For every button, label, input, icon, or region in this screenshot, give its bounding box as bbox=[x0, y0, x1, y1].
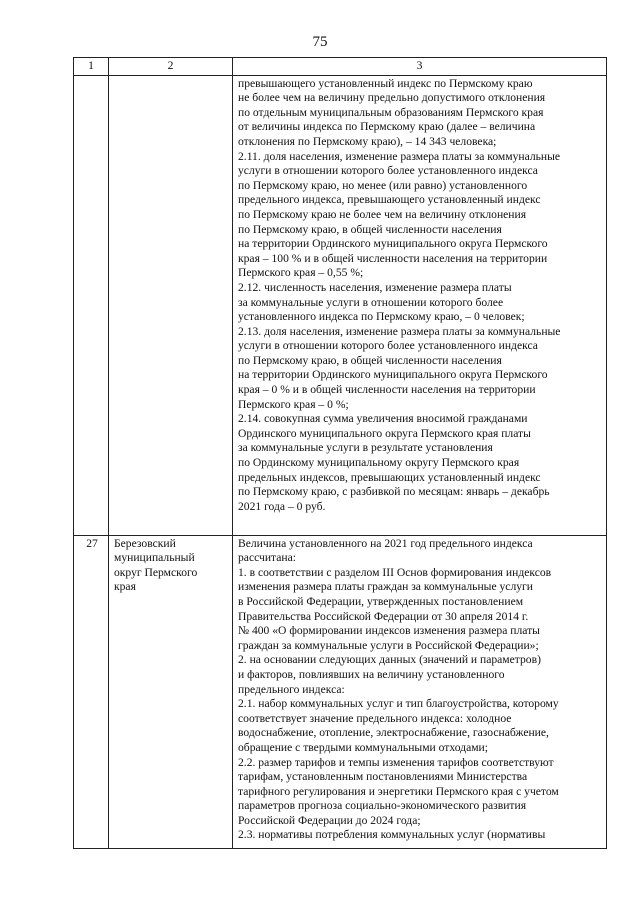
text-line: за коммунальные услуги в отношении которого более bbox=[238, 295, 504, 309]
column-header-1: 1 bbox=[74, 58, 109, 76]
text-line: Российской Федерации до 2024 года; bbox=[238, 813, 421, 827]
column-header-2: 2 bbox=[109, 58, 233, 76]
text-cell bbox=[233, 75, 607, 535]
text-line: Величина установленного на 2021 год предельного индекса bbox=[238, 536, 533, 550]
page-number: 75 bbox=[312, 34, 328, 50]
text-line: 2.1. набор коммунальных услуг и тип благоустройства, которому bbox=[238, 697, 559, 711]
text-line: по Пермскому краю не более чем на величину отклонения bbox=[238, 207, 527, 221]
text-line: услуги в отношении которого более установленного индекса bbox=[238, 164, 538, 178]
text-line: по Пермскому краю, но менее (или равно) установленного bbox=[238, 178, 528, 192]
table-header-row bbox=[74, 58, 607, 76]
row-number-cell bbox=[74, 75, 109, 535]
text-line: по отдельным муниципальным образованиям Пермского края bbox=[238, 105, 544, 119]
text-line: рассчитана: bbox=[238, 551, 296, 565]
text-line: края bbox=[114, 580, 136, 594]
text-line: Пермского края – 0,55 %; bbox=[238, 266, 364, 280]
text-line: края – 0 % и в общей численности населения на территории bbox=[238, 383, 536, 397]
text-line: 2.3. нормативы потребления коммунальных услуг (нормативы bbox=[238, 828, 546, 842]
text-line: превышающего установленный индекс по Пермскому краю bbox=[238, 76, 533, 90]
region-cell bbox=[109, 535, 233, 848]
text-line: 2.12. численность населения, изменение размера платы bbox=[238, 280, 512, 294]
text-line: услуги в отношении которого более установленного индекса bbox=[238, 339, 538, 353]
text-line: граждан за коммунальные услуги в Российской Федерации»; bbox=[238, 638, 539, 652]
text-line: Пермского края – 0 %; bbox=[238, 397, 349, 411]
text-line: Правительства Российской Федерации от 30 апреля 2014 г. bbox=[238, 609, 529, 623]
text-line: 2. на основании следующих данных (значений и параметров) bbox=[238, 653, 541, 667]
text-line: установленного индекса по Пермскому краю, – 0 человек; bbox=[238, 310, 525, 324]
table-row-27 bbox=[74, 535, 607, 848]
text-line: соответствует значение предельного индекса: холодное bbox=[238, 711, 512, 725]
text-line: 1. в соответствии с разделом III Основ формирования индексов bbox=[238, 565, 552, 579]
text-cell bbox=[233, 535, 607, 848]
text-line: за коммунальные услуги в результате установления bbox=[238, 441, 493, 455]
text-line: предельного индекса: bbox=[238, 682, 345, 696]
text-line: и факторов, повлиявших на величину установленного bbox=[238, 667, 505, 681]
text-line: по Пермскому краю, в общей численности населения bbox=[238, 353, 502, 367]
text-line: 2.2. размер тарифов и темпы изменения тарифов соответствуют bbox=[238, 755, 554, 769]
text-line: отклонения по Пермскому краю), – 14 343 человека; bbox=[238, 134, 497, 148]
text-line: на территории Ординского муниципального округа Пермского bbox=[238, 368, 548, 382]
text-line: изменения размера платы граждан за коммунальные услуги bbox=[238, 580, 533, 594]
text-line: Березовский bbox=[114, 536, 176, 550]
text-line: не более чем на величину предельно допустимого отклонения bbox=[238, 91, 546, 105]
text-line: 2.13. доля населения, изменение размера платы за коммунальные bbox=[238, 324, 561, 338]
column-header-3: 3 bbox=[233, 58, 607, 76]
text-line: по Пермскому краю, с разбивкой по месяцам: январь – декабрь bbox=[238, 485, 550, 499]
text-line: муниципальный bbox=[114, 551, 195, 565]
text-line: от величины индекса по Пермскому краю (далее – величина bbox=[238, 120, 536, 134]
text-line: тарифного регулирования и энергетики Пермского края с учетом bbox=[238, 784, 559, 798]
text-line: предельных индексов, превышающих установленный индекс bbox=[238, 470, 541, 484]
text-line: 2021 года – 0 руб. bbox=[238, 499, 326, 513]
row-number-cell: 27 bbox=[74, 535, 109, 848]
text-line: 2.14. совокупная сумма увеличения вносимой гражданами bbox=[238, 412, 528, 426]
text-line: Ординского муниципального округа Пермского края платы bbox=[238, 426, 531, 440]
text-line: края – 100 % и в общей численности населения на территории bbox=[238, 251, 548, 265]
text-line: водоснабжение, отопление, электроснабжение, газоснабжение, bbox=[238, 726, 549, 740]
text-line: параметров прогноза социально-экономического развития bbox=[238, 799, 527, 813]
document-table bbox=[73, 57, 607, 849]
text-line: по Пермскому краю, в общей численности населения bbox=[238, 222, 502, 236]
table-row-continuation bbox=[74, 75, 607, 535]
text-line: № 400 «О формировании индексов изменения размера платы bbox=[238, 624, 540, 638]
text-line: предельного индекса, превышающего установленный индекс bbox=[238, 193, 541, 207]
region-cell bbox=[109, 75, 233, 535]
text-line: 2.11. доля населения, изменение размера платы за коммунальные bbox=[238, 149, 561, 163]
text-line: округ Пермского bbox=[114, 565, 198, 579]
text-line: на территории Ординского муниципального округа Пермского bbox=[238, 237, 548, 251]
text-line: обращение с твердыми коммунальными отходами; bbox=[238, 740, 488, 754]
text-line: в Российской Федерации, утвержденных постановлением bbox=[238, 594, 524, 608]
text-line: тарифам, установленным постановлениями Министерства bbox=[238, 770, 528, 784]
text-line: по Ординскому муниципальному округу Пермского края bbox=[238, 456, 520, 470]
